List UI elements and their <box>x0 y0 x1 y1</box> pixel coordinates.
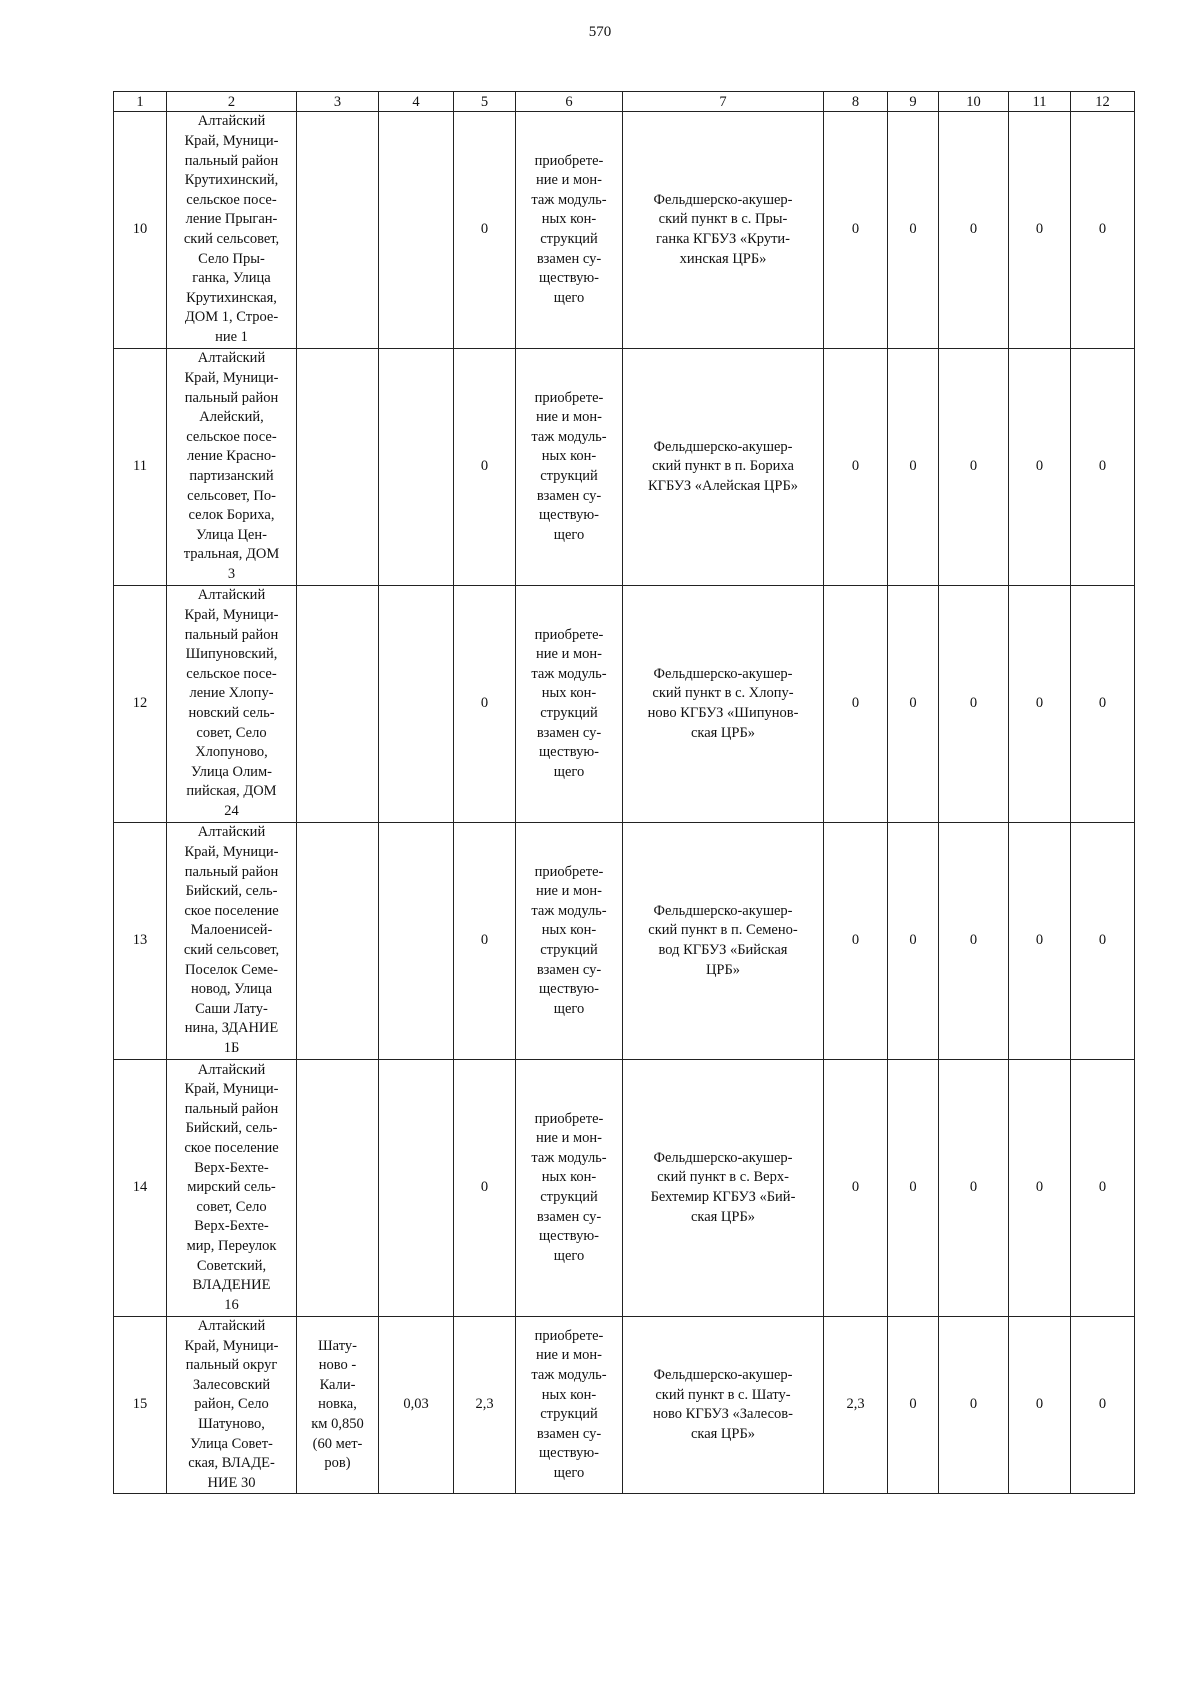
row-number-cell: 13 <box>114 823 167 1060</box>
header-cell: 8 <box>824 92 888 112</box>
value-cell-11: 0 <box>1009 1060 1071 1317</box>
value-cell-8: 0 <box>824 586 888 823</box>
value-cell-5: 0 <box>454 112 516 349</box>
purpose-cell: приобрете- ние и мон- таж модуль- ных кон- струкций взамен су- ществую- щего <box>516 1317 623 1494</box>
value-cell-8: 2,3 <box>824 1317 888 1494</box>
row-number-cell: 14 <box>114 1060 167 1317</box>
facility-cell: Фельдшерско-акушер- ский пункт в с. Хлопу- ново КГБУЗ «Шипунов- ская ЦРБ» <box>623 586 824 823</box>
page-number: 570 <box>588 24 612 40</box>
value-cell-4: 0,03 <box>379 1317 454 1494</box>
table-row <box>114 112 1135 349</box>
value-cell-10: 0 <box>939 349 1009 586</box>
facility-cell: Фельдшерско-акушер- ский пункт в п. Семено- вод КГБУЗ «Бийская ЦРБ» <box>623 823 824 1060</box>
line-location-cell <box>297 823 379 1060</box>
value-cell-10: 0 <box>939 586 1009 823</box>
value-cell-11: 0 <box>1009 349 1071 586</box>
value-cell-12: 0 <box>1071 112 1135 349</box>
value-cell-12: 0 <box>1071 586 1135 823</box>
header-cell: 3 <box>297 92 379 112</box>
value-cell-11: 0 <box>1009 112 1071 349</box>
address-cell: Алтайский Край, Муници- пальный район Шипуновский, сельское посе- ление Хлопу- новский сель- совет, Село Хлопуново, Улица Олим- пийская, ДОМ 24 <box>167 586 297 823</box>
value-cell-8: 0 <box>824 1060 888 1317</box>
value-cell-8: 0 <box>824 349 888 586</box>
value-cell-8: 0 <box>824 823 888 1060</box>
table-row <box>114 823 1135 1060</box>
purpose-cell: приобрете- ние и мон- таж модуль- ных кон- струкций взамен су- ществую- щего <box>516 1060 623 1317</box>
value-cell-10: 0 <box>939 1317 1009 1494</box>
value-cell-5: 0 <box>454 1060 516 1317</box>
line-location-cell: Шату- ново - Кали- новка, км 0,850 (60 мет- ров) <box>297 1317 379 1494</box>
line-location-cell <box>297 349 379 586</box>
address-cell: Алтайский Край, Муници- пальный район Бийский, сель- ское поселение Верх-Бехте- мирский сель- совет, Село Верх-Бехте- мир, Переулок Советский, ВЛАДЕНИЕ 16 <box>167 1060 297 1317</box>
value-cell-9: 0 <box>888 1060 939 1317</box>
header-cell: 7 <box>623 92 824 112</box>
value-cell-11: 0 <box>1009 823 1071 1060</box>
facility-cell: Фельдшерско-акушер- ский пункт в п. Бориха КГБУЗ «Алейская ЦРБ» <box>623 349 824 586</box>
table-row <box>114 349 1135 586</box>
value-cell-5: 2,3 <box>454 1317 516 1494</box>
value-cell-8: 0 <box>824 112 888 349</box>
row-number-cell: 15 <box>114 1317 167 1494</box>
value-cell-12: 0 <box>1071 823 1135 1060</box>
line-location-cell <box>297 586 379 823</box>
value-cell-4 <box>379 1060 454 1317</box>
header-row <box>114 92 1135 112</box>
value-cell-9: 0 <box>888 349 939 586</box>
header-cell: 5 <box>454 92 516 112</box>
address-cell: Алтайский Край, Муници- пальный округ Залесовский район, Село Шатуново, Улица Совет- ская, ВЛАДЕ- НИЕ 30 <box>167 1317 297 1494</box>
value-cell-12: 0 <box>1071 1060 1135 1317</box>
value-cell-4 <box>379 349 454 586</box>
value-cell-12: 0 <box>1071 349 1135 586</box>
header-cell: 12 <box>1071 92 1135 112</box>
value-cell-10: 0 <box>939 112 1009 349</box>
header-cell: 10 <box>939 92 1009 112</box>
value-cell-9: 0 <box>888 1317 939 1494</box>
purpose-cell: приобрете- ние и мон- таж модуль- ных кон- струкций взамен су- ществую- щего <box>516 112 623 349</box>
value-cell-9: 0 <box>888 586 939 823</box>
value-cell-4 <box>379 586 454 823</box>
facility-cell: Фельдшерско-акушер- ский пункт в с. Пры- ганка КГБУЗ «Крути- хинская ЦРБ» <box>623 112 824 349</box>
row-number-cell: 12 <box>114 586 167 823</box>
header-cell: 4 <box>379 92 454 112</box>
header-cell: 11 <box>1009 92 1071 112</box>
value-cell-10: 0 <box>939 1060 1009 1317</box>
value-cell-9: 0 <box>888 823 939 1060</box>
header-cell: 2 <box>167 92 297 112</box>
facility-cell: Фельдшерско-акушер- ский пункт в с. Шату- ново КГБУЗ «Залесов- ская ЦРБ» <box>623 1317 824 1494</box>
value-cell-12: 0 <box>1071 1317 1135 1494</box>
value-cell-5: 0 <box>454 823 516 1060</box>
value-cell-5: 0 <box>454 349 516 586</box>
purpose-cell: приобрете- ние и мон- таж модуль- ных кон- струкций взамен су- ществую- щего <box>516 349 623 586</box>
value-cell-4 <box>379 112 454 349</box>
row-number-cell: 10 <box>114 112 167 349</box>
facility-cell: Фельдшерско-акушер- ский пункт в с. Верх- Бехтемир КГБУЗ «Бий- ская ЦРБ» <box>623 1060 824 1317</box>
table-row <box>114 1317 1135 1494</box>
table-row <box>114 586 1135 823</box>
header-cell: 1 <box>114 92 167 112</box>
value-cell-11: 0 <box>1009 586 1071 823</box>
header-cell: 9 <box>888 92 939 112</box>
purpose-cell: приобрете- ние и мон- таж модуль- ных кон- струкций взамен су- ществую- щего <box>516 823 623 1060</box>
value-cell-10: 0 <box>939 823 1009 1060</box>
value-cell-11: 0 <box>1009 1317 1071 1494</box>
address-cell: Алтайский Край, Муници- пальный район Алейский, сельское посе- ление Красно- партизанский сельсовет, По- селок Бориха, Улица Цен- тральная, ДОМ 3 <box>167 349 297 586</box>
line-location-cell <box>297 112 379 349</box>
purpose-cell: приобрете- ние и мон- таж модуль- ных кон- струкций взамен су- ществую- щего <box>516 586 623 823</box>
row-number-cell: 11 <box>114 349 167 586</box>
value-cell-9: 0 <box>888 112 939 349</box>
value-cell-4 <box>379 823 454 1060</box>
value-cell-5: 0 <box>454 586 516 823</box>
facility-table <box>113 91 1135 1494</box>
table-row <box>114 1060 1135 1317</box>
address-cell: Алтайский Край, Муници- пальный район Крутихинский, сельское посе- ление Прыган- ский сельсовет, Село Пры- ганка, Улица Крутихинская, ДОМ 1, Строе- ние 1 <box>167 112 297 349</box>
line-location-cell <box>297 1060 379 1317</box>
header-cell: 6 <box>516 92 623 112</box>
address-cell: Алтайский Край, Муници- пальный район Бийский, сель- ское поселение Малоенисей- ский сельсовет, Поселок Семе- новод, Улица Саши Лату- нина, ЗДАНИЕ 1Б <box>167 823 297 1060</box>
